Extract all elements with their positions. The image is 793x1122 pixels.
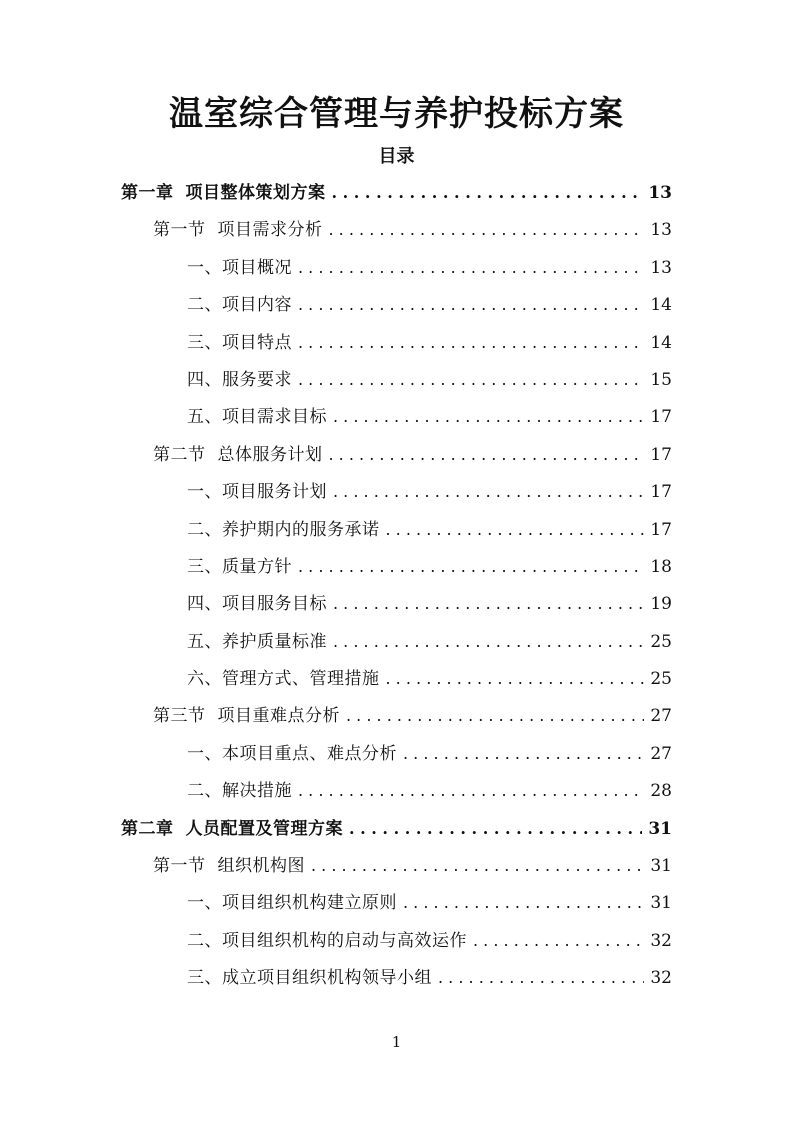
toc-entry-label (187, 474, 327, 511)
toc-entry-text: 五、项目需求目标 (187, 407, 327, 428)
toc-entry-text: 三、项目特点 (187, 332, 292, 353)
toc-dot-leader (333, 623, 644, 660)
toc-entry-label (153, 437, 323, 474)
toc-dot-leader (298, 324, 644, 361)
toc-entry-label (187, 773, 292, 810)
toc-entry-label (187, 287, 292, 324)
toc-entry-label (187, 549, 292, 586)
toc-entry-text: 组织机构图 (217, 856, 305, 877)
toc-entry-label (153, 848, 305, 885)
toc-item-row[interactable] (0, 660, 793, 697)
toc-dot-leader (333, 398, 644, 435)
toc-entry-text: 三、成立项目组织机构领导小组 (187, 968, 432, 989)
toc-item-row[interactable] (0, 884, 793, 921)
toc-entry-label (121, 175, 326, 212)
toc-dot-leader (333, 473, 644, 510)
toc-entry-text: 一、项目服务计划 (187, 482, 327, 503)
toc-entry-page: 19 (650, 594, 672, 615)
toc-item-row[interactable] (0, 548, 793, 585)
toc-entry-label (187, 923, 467, 960)
toc-dot-leader (332, 174, 643, 211)
toc-entry-page: 31 (648, 818, 672, 839)
toc-entry-text: 项目需求分析 (217, 220, 323, 241)
toc-entry-label (187, 399, 327, 436)
toc-entry-label (187, 960, 432, 997)
toc-entry-text: 项目重难点分析 (217, 706, 340, 727)
toc-entry-label (187, 325, 292, 362)
toc-dot-leader (346, 697, 644, 734)
toc-entry-page: 28 (650, 781, 672, 802)
toc-dot-leader (403, 884, 644, 921)
toc-entry-page: 17 (650, 407, 672, 428)
toc-entry-page: 17 (650, 482, 672, 503)
toc-dot-leader (386, 660, 645, 697)
toc-item-row[interactable] (0, 959, 793, 996)
toc-entry-label (187, 586, 327, 623)
toc-entry-label (153, 212, 323, 249)
toc-item-row[interactable] (0, 361, 793, 398)
toc-entry-text: 二、项目组织机构的启动与高效运作 (187, 930, 467, 951)
toc-entry-text: 一、项目组织机构建立原则 (187, 893, 397, 914)
toc-entry-text: 二、养护期内的服务承诺 (187, 519, 380, 540)
toc-section-row[interactable] (0, 847, 793, 884)
toc-item-row[interactable] (0, 398, 793, 435)
toc-section-row[interactable] (0, 436, 793, 473)
toc-item-row[interactable] (0, 286, 793, 323)
toc-entry-text: 一、项目概况 (187, 257, 292, 278)
toc-entry-text: 三、质量方针 (187, 556, 292, 577)
toc-item-row[interactable] (0, 473, 793, 510)
toc-item-row[interactable] (0, 249, 793, 286)
toc-item-row[interactable] (0, 623, 793, 660)
toc-entry-prefix: 第三节 (153, 706, 206, 727)
toc-entry-prefix: 第一节 (153, 220, 206, 241)
toc-entry-page: 13 (648, 183, 672, 203)
toc-entry-page: 15 (650, 369, 672, 390)
toc-entry-page: 13 (650, 220, 672, 241)
toc-chapter-row[interactable] (0, 174, 793, 211)
toc-dot-leader (329, 211, 645, 248)
toc-item-row[interactable] (0, 772, 793, 809)
toc-item-row[interactable] (0, 922, 793, 959)
toc-entry-text: 五、养护质量标准 (187, 631, 327, 652)
toc-entry-page: 31 (650, 856, 672, 877)
toc-entry-page: 32 (650, 930, 672, 951)
toc-entry-page: 27 (650, 743, 672, 764)
toc-dot-leader (403, 735, 644, 772)
toc-entry-page: 25 (650, 669, 672, 690)
toc-entry-label (187, 250, 292, 287)
toc-entry-page: 17 (650, 444, 672, 465)
toc-dot-leader (333, 585, 644, 622)
toc-entry-text: 二、项目内容 (187, 295, 292, 316)
toc-entry-page: 32 (650, 968, 672, 989)
toc-section-row[interactable] (0, 211, 793, 248)
toc-dot-leader (298, 361, 644, 398)
toc-entry-prefix: 第二节 (153, 444, 206, 465)
toc-dot-leader (438, 959, 644, 996)
toc-entry-prefix: 第二章 (121, 818, 174, 839)
toc-entry-page: 14 (650, 332, 672, 353)
page-number: 1 (391, 1033, 402, 1051)
toc-entry-label (187, 736, 397, 773)
table-of-contents (0, 174, 793, 997)
toc-entry-text: 二、解决措施 (187, 781, 292, 802)
toc-dot-leader (298, 548, 644, 585)
toc-entry-prefix: 第一节 (153, 856, 206, 877)
toc-entry-text: 项目整体策划方案 (185, 183, 326, 203)
toc-entry-label (153, 698, 340, 735)
toc-entry-page: 18 (650, 556, 672, 577)
toc-entry-label (187, 512, 380, 549)
toc-entry-label (187, 885, 397, 922)
toc-dot-leader (329, 436, 645, 473)
toc-entry-label (187, 661, 380, 698)
toc-dot-leader (473, 922, 644, 959)
toc-dot-leader (298, 286, 644, 323)
toc-entry-text: 四、服务要求 (187, 369, 292, 390)
toc-entry-page: 13 (650, 257, 672, 278)
toc-entry-text: 一、本项目重点、难点分析 (187, 743, 397, 764)
toc-dot-leader (311, 847, 644, 884)
toc-dot-leader (298, 772, 644, 809)
toc-entry-label (187, 362, 292, 399)
toc-entry-text: 总体服务计划 (217, 444, 323, 465)
toc-item-row[interactable] (0, 324, 793, 361)
toc-chapter-row[interactable] (0, 810, 793, 847)
toc-dot-leader (386, 511, 645, 548)
toc-entry-page: 27 (650, 706, 672, 727)
toc-item-row[interactable] (0, 511, 793, 548)
toc-entry-page: 25 (650, 631, 672, 652)
toc-item-row[interactable] (0, 735, 793, 772)
toc-heading: 目录 (378, 146, 415, 167)
toc-entry-text: 六、管理方式、管理措施 (187, 669, 380, 690)
toc-section-row[interactable] (0, 697, 793, 734)
toc-entry-label (121, 811, 343, 848)
toc-dot-leader (298, 249, 644, 286)
toc-entry-label (187, 624, 327, 661)
toc-entry-page: 17 (650, 519, 672, 540)
toc-item-row[interactable] (0, 585, 793, 622)
toc-entry-text: 四、项目服务目标 (187, 594, 327, 615)
toc-entry-text: 人员配置及管理方案 (185, 818, 343, 839)
toc-entry-page: 31 (650, 893, 672, 914)
toc-dot-leader (349, 810, 642, 847)
document-title: 温室综合管理与养护投标方案 (169, 94, 624, 134)
toc-entry-page: 14 (650, 295, 672, 316)
toc-entry-prefix: 第一章 (121, 183, 174, 203)
